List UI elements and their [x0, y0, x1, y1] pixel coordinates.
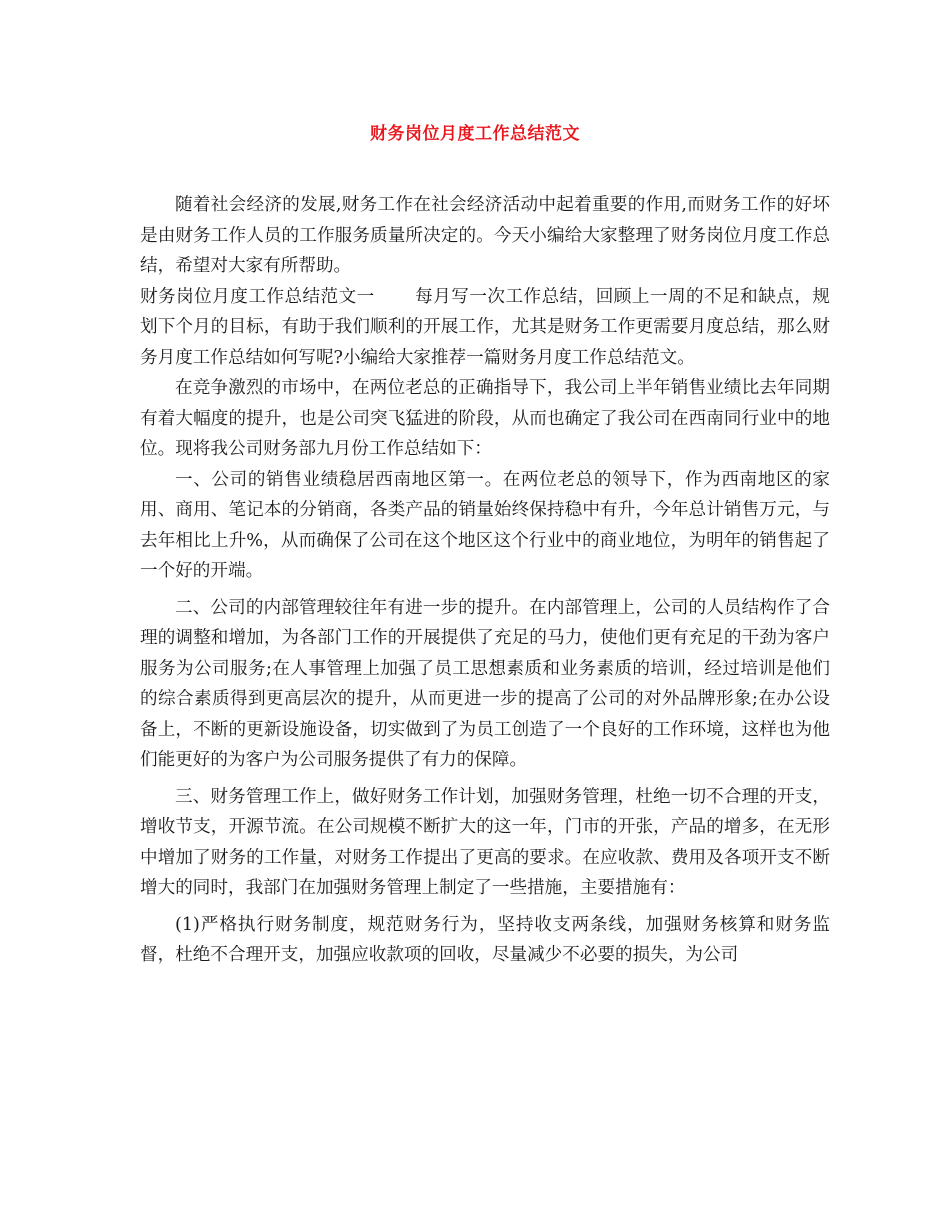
- section-one-heading: 财务岗位月度工作总结范文一: [140, 286, 375, 307]
- body-paragraph-measure-1: (1)严格执行财务制度，规范财务行为，坚持收支两条线，加强财务核算和财务监督，杜绝不合理开支，加强应收款项的回收，尽量减少不必要的损失，为公司: [140, 914, 830, 965]
- document-body: [140, 190, 830, 971]
- body-paragraph-management: 二、公司的内部管理较往年有进一步的提升。在内部管理上，公司的人员结构作了合理的调整和增加，为各部门工作的开展提供了充足的马力，使他们更有充足的干劲为客户服务为公司服务;在人事管理上加强了员工思想素质和业务素质的培训，经过培训是他们的综合素质得到更高层次的提升，从而更进一步的提高了公司的对外品牌形象;在办公设备上，不断的更新设施设备，切实做到了为员工创造了一个良好的工作环境，这样也为他们能更好的为客户为公司服务提供了有力的保障。: [140, 597, 830, 770]
- section-one-lead: 每月写一次工作总结，回顾上一周的不足和缺点，规划下个月的目标，有助于我们顺利的开展工作，尤其是财务工作更需要月度总结，那么财务月度工作总结如何写呢?小编给大家推荐一篇财务月度工作总结范文。: [140, 286, 830, 368]
- body-paragraph-finance: 三、财务管理工作上，做好财务工作计划，加强财务管理，杜绝一切不合理的开支，增收节支，开源节流。在公司规模不断扩大的这一年，门市的开张，产品的增多，在无形中增加了财务的工作量，对财务工作提出了更高的要求。在应收款、费用及各项开支不断增大的同时，我部门在加强财务管理上制定了一些措施，主要措施有：: [140, 786, 830, 898]
- intro-paragraph: 随着社会经济的发展,财务工作在社会经济活动中起着重要的作用,而财务工作的好坏是由财务工作人员的工作服务质量所决定的。今天小编给大家整理了财务岗位月度工作总结，希望对大家有所帮助。: [140, 195, 830, 276]
- body-paragraph-intro-summary: 在竞争激烈的市场中，在两位老总的正确指导下，我公司上半年销售业绩比去年同期有着大幅度的提升，也是公司突飞猛进的阶段，从而也确定了我公司在西南同行业中的地位。现将我公司财务部九月份工作总结如下：: [140, 378, 830, 459]
- section-one-paragraph: [140, 282, 830, 374]
- body-paragraph-sales: 一、公司的销售业绩稳居西南地区第一。在两位老总的领导下，作为西南地区的家用、商用、笔记本的分销商，各类产品的销量始终保持稳中有升，今年总计销售万元，与去年相比上升%，从而确保了公司在这个地区这个行业中的商业地位，为明年的销售起了一个好的开端。: [140, 469, 830, 581]
- document-title: 财务岗位月度工作总结范文: [370, 124, 580, 144]
